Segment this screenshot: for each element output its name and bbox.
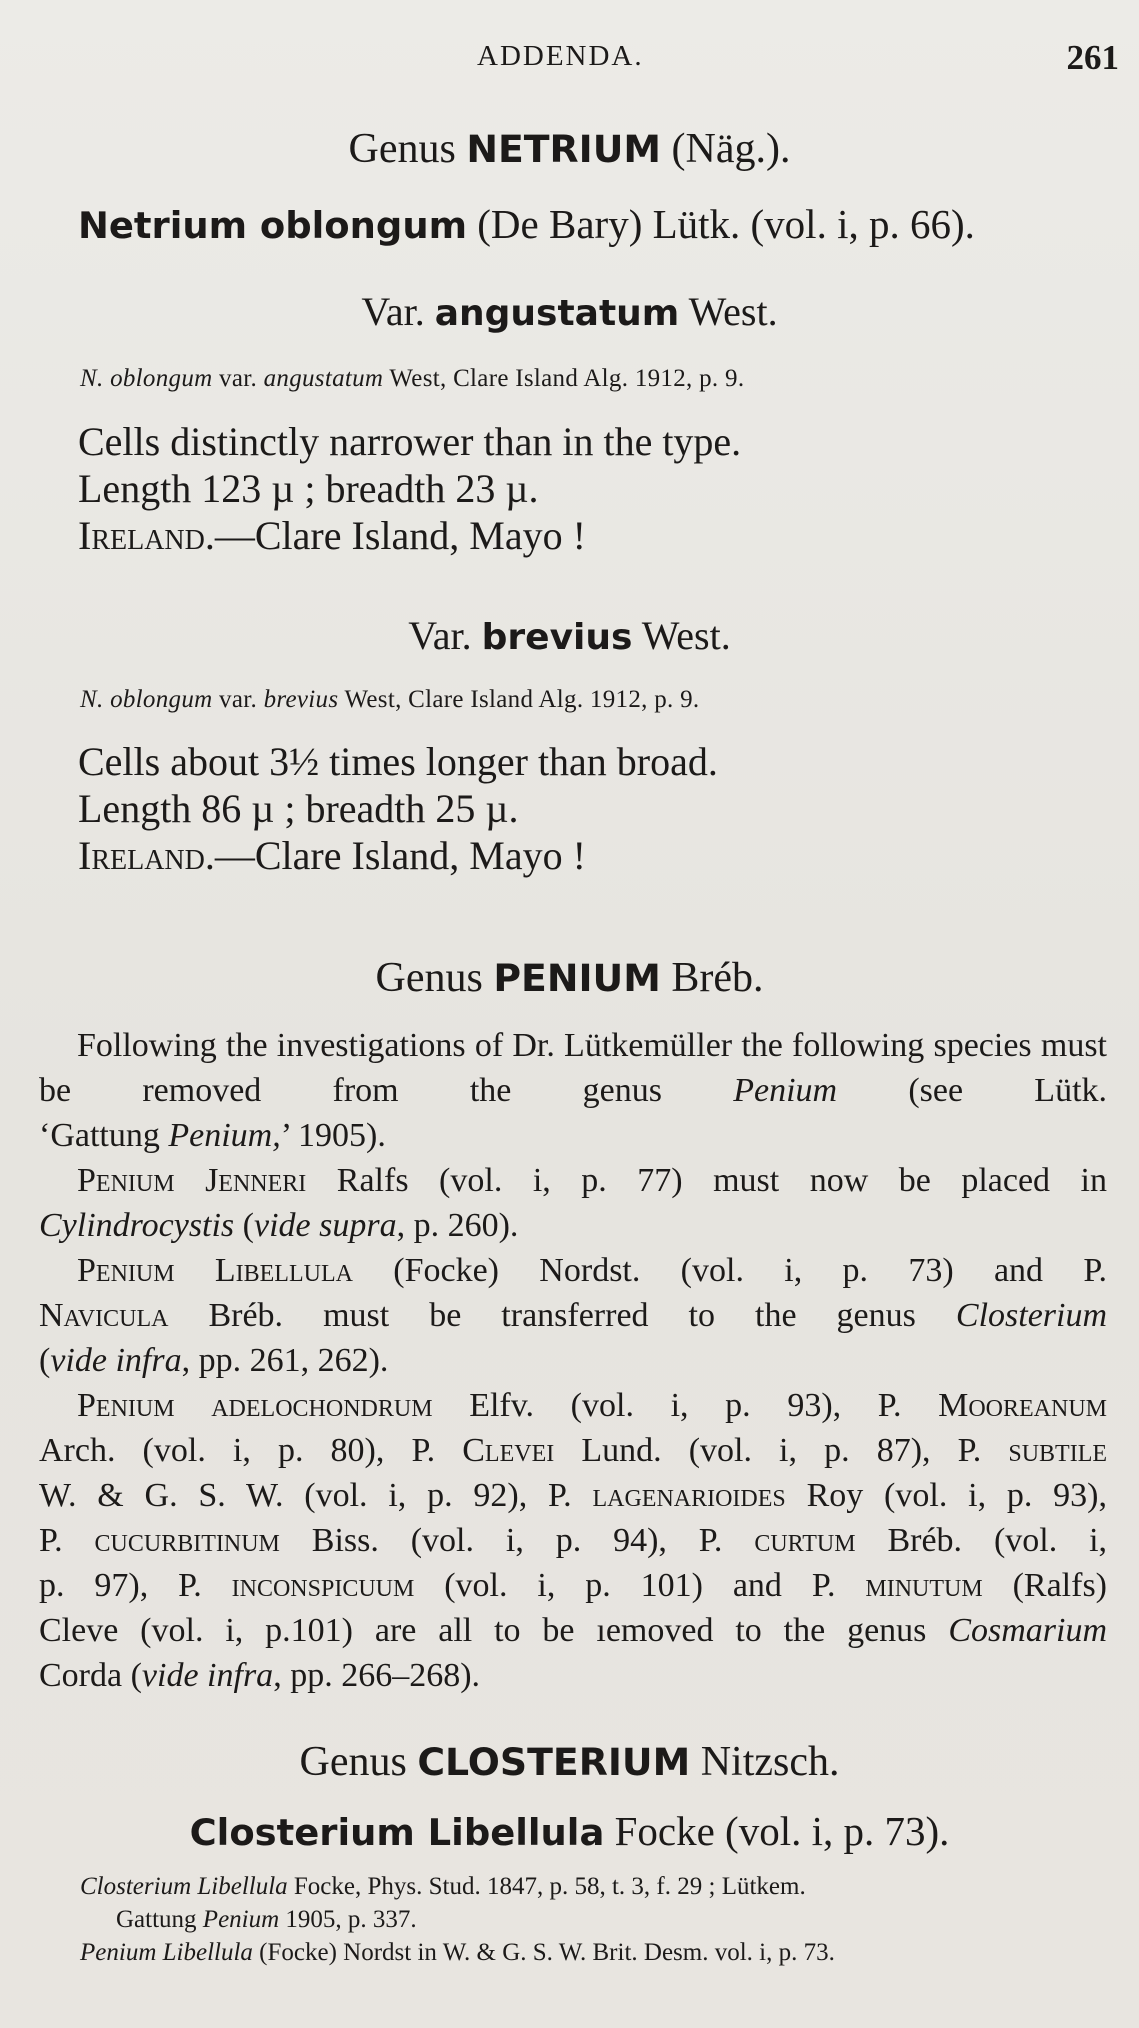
genus-name: NETRIUM xyxy=(466,127,662,171)
variety-description xyxy=(78,738,718,879)
synonym-reference: N. oblongum var. brevius West, Clare Island Alg. 1912, p. 9. xyxy=(80,686,700,713)
genus-penium-heading: Genus PENIUM Bréb. xyxy=(375,955,764,1001)
synonym-references xyxy=(80,1870,835,1969)
variety-heading-brevius: Var. brevius West. xyxy=(408,613,731,658)
synonym-reference: N. oblongum var. angustatum West, Clare Island Alg. 1912, p. 9. xyxy=(80,365,745,392)
reference-continuation: Gattung Penium 1905, p. 337. xyxy=(116,1906,417,1933)
reference-line: Penium Libellula (Focke) Nordst in W. & G. S. W. Brit. Desm. vol. i, p. 73. xyxy=(80,1939,835,1966)
paragraph-continuation: Corda (vide infra, pp. 266–268). xyxy=(39,1657,481,1694)
genus-name: PENIUM xyxy=(493,956,661,1000)
variety-name: brevius xyxy=(481,617,633,658)
dimensions-text: Length 86 µ ; breadth 25 µ. xyxy=(78,786,519,831)
running-head xyxy=(0,38,1139,78)
paragraph: Penium adelochondrum Elfv. (vol. i, p. 93), P. Mooreanum xyxy=(77,1387,1108,1424)
locality-text: Ireland.—Clare Island, Mayo ! xyxy=(78,833,586,878)
reference-line: Closterium Libellula Focke, Phys. Stud. 1847, p. 58, t. 3, f. 29 ; Lütkem. xyxy=(80,1873,806,1900)
species-heading-netrium-oblongum: Netrium oblongum (De Bary) Lütk. (vol. i, p. 66). xyxy=(78,201,975,247)
genus-closterium-heading: Genus CLOSTERIUM Nitzsch. xyxy=(299,1739,840,1785)
description-text: Cells about 3½ times longer than broad. xyxy=(78,739,718,784)
description-text: Cells distinctly narrower than in the type. xyxy=(78,419,742,464)
genus-netrium-heading: Genus NETRIUM (Näg.). xyxy=(348,126,791,172)
penium-notes xyxy=(39,1023,1107,1698)
species-name: Netrium oblongum xyxy=(78,204,468,247)
paragraph-continuation: Cylindrocystis (vide supra, p. 260). xyxy=(39,1207,519,1244)
variety-name: angustatum xyxy=(434,293,680,334)
variety-description xyxy=(78,418,741,559)
dimensions-text: Length 123 µ ; breadth 23 µ. xyxy=(78,466,539,511)
paragraph-continuation: (vide infra, pp. 261, 262). xyxy=(39,1342,389,1379)
paragraph: Penium Jenneri Ralfs (vol. i, p. 77) must now be placed in xyxy=(77,1162,1107,1199)
running-head-title: ADDENDA. xyxy=(477,40,644,72)
paragraph: Penium Libellula (Focke) Nordst. (vol. i, p. 73) and P. xyxy=(77,1252,1107,1289)
species-heading-closterium-libellula: Closterium Libellula Focke (vol. i, p. 73). xyxy=(189,1808,950,1854)
locality-text: Ireland.—Clare Island, Mayo ! xyxy=(78,513,586,558)
paragraph-continuation: ‘Gattung Penium,’ 1905). xyxy=(39,1117,386,1154)
variety-heading-angustatum: Var. angustatum West. xyxy=(361,289,778,334)
paragraph-continuation: p. 97), P. inconspicuum (vol. i, p. 101) and P. minutum (Ralfs) xyxy=(39,1567,1107,1604)
paragraph-continuation: Navicula Bréb. must be transferred to the genus Closterium xyxy=(39,1297,1108,1334)
paragraph-continuation: P. cucurbitinum Biss. (vol. i, p. 94), P. curtum Bréb. (vol. i, xyxy=(39,1522,1108,1559)
page-number: 261 xyxy=(1066,38,1119,77)
paragraph-continuation: Arch. (vol. i, p. 80), P. Clevei Lund. (vol. i, p. 87), P. subtile xyxy=(39,1432,1108,1469)
paragraph-continuation: Cleve (vol. i, p.101) are all to be ıemoved to the genus Cosmarium xyxy=(39,1612,1108,1649)
species-name: Closterium Libellula xyxy=(189,1811,605,1854)
genus-name: CLOSTERIUM xyxy=(417,1740,691,1784)
paragraph-continuation: W. & G. S. W. (vol. i, p. 92), P. lagenarioides Roy (vol. i, p. 93), xyxy=(39,1477,1108,1514)
paragraph: Following the investigations of Dr. Lütkemüller the following species must be removed from the genus Penium (see Lütk. xyxy=(39,1027,1108,1109)
